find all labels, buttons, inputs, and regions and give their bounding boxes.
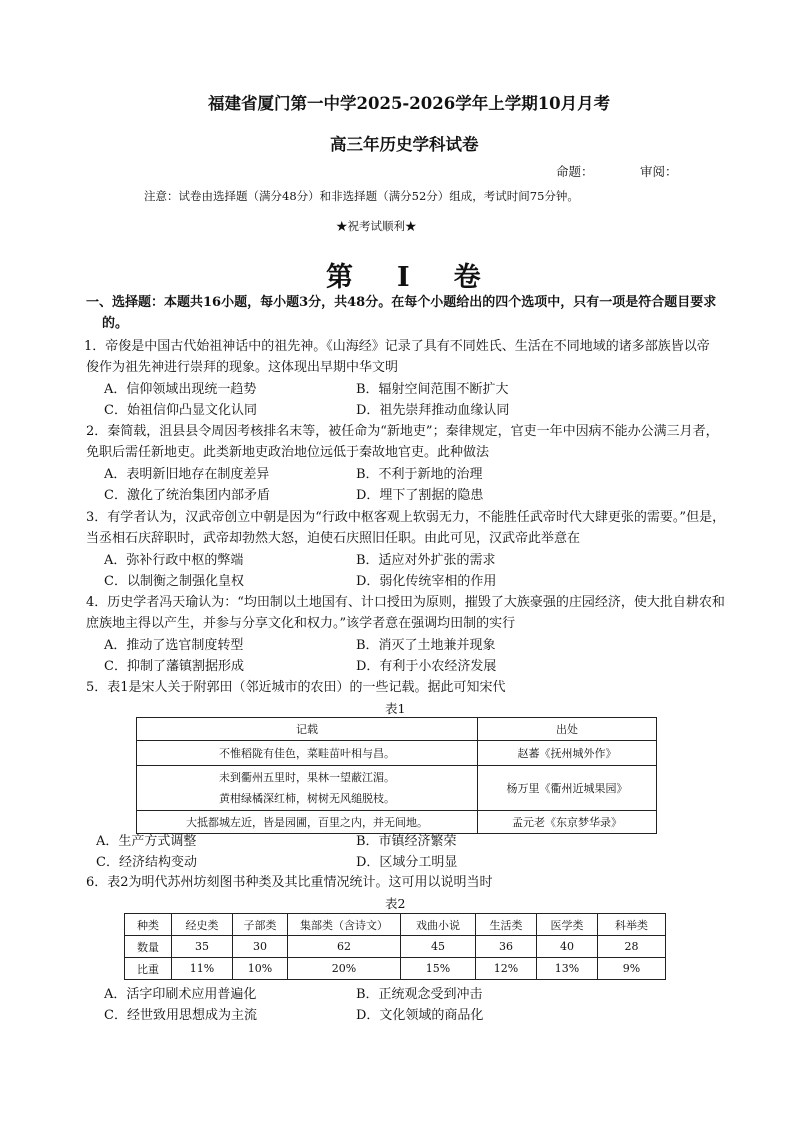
question-3-option-b[interactable]: B．适应对外扩张的需求 [356,553,496,568]
table1-record-line: 未到衢州五里时，果林一望蔽江湄。 [219,771,395,784]
table2-header-cell: 科举类 [598,914,666,936]
question-6-option-a[interactable]: A．活字印刷术应用普遍化 [104,987,257,1002]
reviewer-label: 审阅： [640,164,678,179]
table2-header-cell: 集部类（含诗文） [288,914,401,936]
exam-wish: ★祝考试顺利★ [336,219,417,233]
question-5-option-d[interactable]: D．区域分工明显 [356,855,458,870]
table2-cell: 45 [401,936,476,958]
question-3-option-a[interactable]: A．弥补行政中枢的弊端 [104,553,244,568]
table2-cell: 13% [537,958,598,980]
table2-header-cell: 经史类 [172,914,233,936]
question-3-option-c[interactable]: C．以制衡之制强化皇权 [104,574,244,589]
table-row [137,741,657,766]
table2-header-cell: 生活类 [476,914,537,936]
table1-record [137,766,478,811]
table2-cell: 15% [401,958,476,980]
question-4-option-a[interactable]: A．推动了选官制度转型 [104,638,244,653]
question-5-option-a[interactable]: A．生产方式调整 [96,834,197,849]
table2-cell: 28 [598,936,666,958]
question-5-option-c[interactable]: C．经济结构变动 [96,855,197,870]
table2-cell: 12% [476,958,537,980]
table2-header-cell: 医学类 [537,914,598,936]
table2-header-cell: 种类 [125,914,172,936]
table1-record: 不惟稻陇有佳色，菜畦苗叶相与昌。 [137,741,478,766]
meta-line [556,162,678,180]
question-4-stem: 4．历史学者冯天瑜认为：“均田制以土地国有、计口授田为原则，摧毁了大族豪强的庄园经济，使大批自耕农和庶族地主得以产生，并参与分享文化和权力。”该学者意在强调均田制的实行 [86,595,725,631]
question-4-option-d[interactable]: D．有利于小农经济发展 [356,659,497,674]
table1-source: 杨万里《衢州近城果园》 [478,766,657,811]
table2-cell: 比重 [125,958,172,980]
question-1-option-c[interactable]: C．始祖信仰凸显文化认同 [104,403,257,418]
table-header-row [125,914,666,936]
section-heading: 一、选择题：本题共16小题，每小题3分，共48分。在每个小题给出的四个选项中，只有一项是符合题目要求的。 [86,295,717,331]
question-6-option-c[interactable]: C．经世致用思想成为主流 [104,1008,257,1023]
table2-cell: 20% [288,958,401,980]
question-2-option-a[interactable]: A．表明新旧地存在制度差异 [104,467,270,482]
table2-cell: 30 [233,936,288,958]
question-6-option-d[interactable]: D．文化领域的商品化 [356,1008,484,1023]
table1-caption: 表1 [385,701,406,716]
table-header-row [137,718,657,741]
table2-cell: 40 [537,936,598,958]
question-2-option-c[interactable]: C．激化了统治集团内部矛盾 [104,488,270,503]
volume-char-2: Ⅰ [397,262,410,293]
exam-title: 福建省厦门第一中学2025-2026学年上学期10月月考 [208,94,611,113]
volume-heading [326,255,481,294]
question-1-option-d[interactable]: D．祖先崇拜推动血缘认同 [356,403,510,418]
table1-header-record: 记载 [137,718,478,741]
question-4-option-c[interactable]: C．抑制了藩镇割据形成 [104,659,244,674]
question-3-option-d[interactable]: D．弱化传统宰相的作用 [356,574,497,589]
table1-source: 赵蕃《抚州城外作》 [478,741,657,766]
question-1-option-a[interactable]: A．信仰领域出现统一趋势 [104,382,257,397]
question-5-stem: 5．表1是宋人关于附郭田（邻近城市的农田）的一些记载。据此可知宋代 [86,680,506,695]
question-2-stem: 2．秦简载，沮县县令周因考核排名末等，被任命为“新地吏”；秦律规定，官吏一年中因病不能办公满三月者，免职后需任新地吏。此类新地吏政治地位远低于秦故地官吏。此种做法 [86,424,719,460]
table2-cell: 10% [233,958,288,980]
table-row [137,766,657,811]
table2-caption: 表2 [385,896,406,911]
question-2-option-d[interactable]: D．埋下了割据的隐患 [356,488,484,503]
exam-notice: 注意：试卷由选择题（满分48分）和非选择题（满分52分）组成，考试时间75分钟。 [144,189,579,203]
exam-subtitle: 高三年历史学科试卷 [330,135,479,154]
table-row [125,958,666,980]
question-6-option-b[interactable]: B．正统观念受到冲击 [356,987,483,1002]
volume-char-3: 卷 [453,262,481,293]
volume-char-1: 第 [326,262,353,293]
table-2 [124,913,666,980]
question-1-stem: 1．帝俊是中国古代始祖神话中的祖先神。《山海经》记录了具有不同姓氏、生活在不同地域的诸多部族皆以帝俊作为祖先神进行崇拜的现象。这体现出早期中华文明 [84,339,710,375]
question-5-option-b[interactable]: B．市镇经济繁荣 [356,834,457,849]
table-1 [136,717,657,834]
question-3-stem: 3．有学者认为，汉武帝创立中朝是因为“行政中枢客观上软弱无力，不能胜任武帝时代大肆更张的需要。”但是，当丞相石庆辞职时，武帝却勃然大怒，迫使石庆照旧任职。由此可见，汉武帝此举意在 [86,510,726,546]
table2-cell: 11% [172,958,233,980]
table-row [125,936,666,958]
table1-source: 孟元老《东京梦华录》 [478,811,657,834]
question-1-option-b[interactable]: B．辐射空间范围不断扩大 [356,382,509,397]
question-6-stem: 6．表2为明代苏州坊刻图书种类及其比重情况统计。这可用以说明当时 [86,875,493,890]
table2-header-cell: 戏曲小说 [401,914,476,936]
proposer-label: 命题： [556,164,594,179]
question-4-option-b[interactable]: B．消灭了土地兼并现象 [356,638,496,653]
question-2-option-b[interactable]: B．不利于新地的治理 [356,467,483,482]
table2-cell: 9% [598,958,666,980]
table1-header-source: 出处 [478,718,657,741]
table1-record-line: 黄柑绿橘深红柿，树树无风缒脱枝。 [219,792,395,805]
table2-cell: 数量 [125,936,172,958]
table2-cell: 62 [288,936,401,958]
table1-record: 大抵都城左近，皆是园圃，百里之内，并无间地。 [137,811,478,834]
table2-header-cell: 子部类 [233,914,288,936]
table2-cell: 35 [172,936,233,958]
table2-cell: 36 [476,936,537,958]
